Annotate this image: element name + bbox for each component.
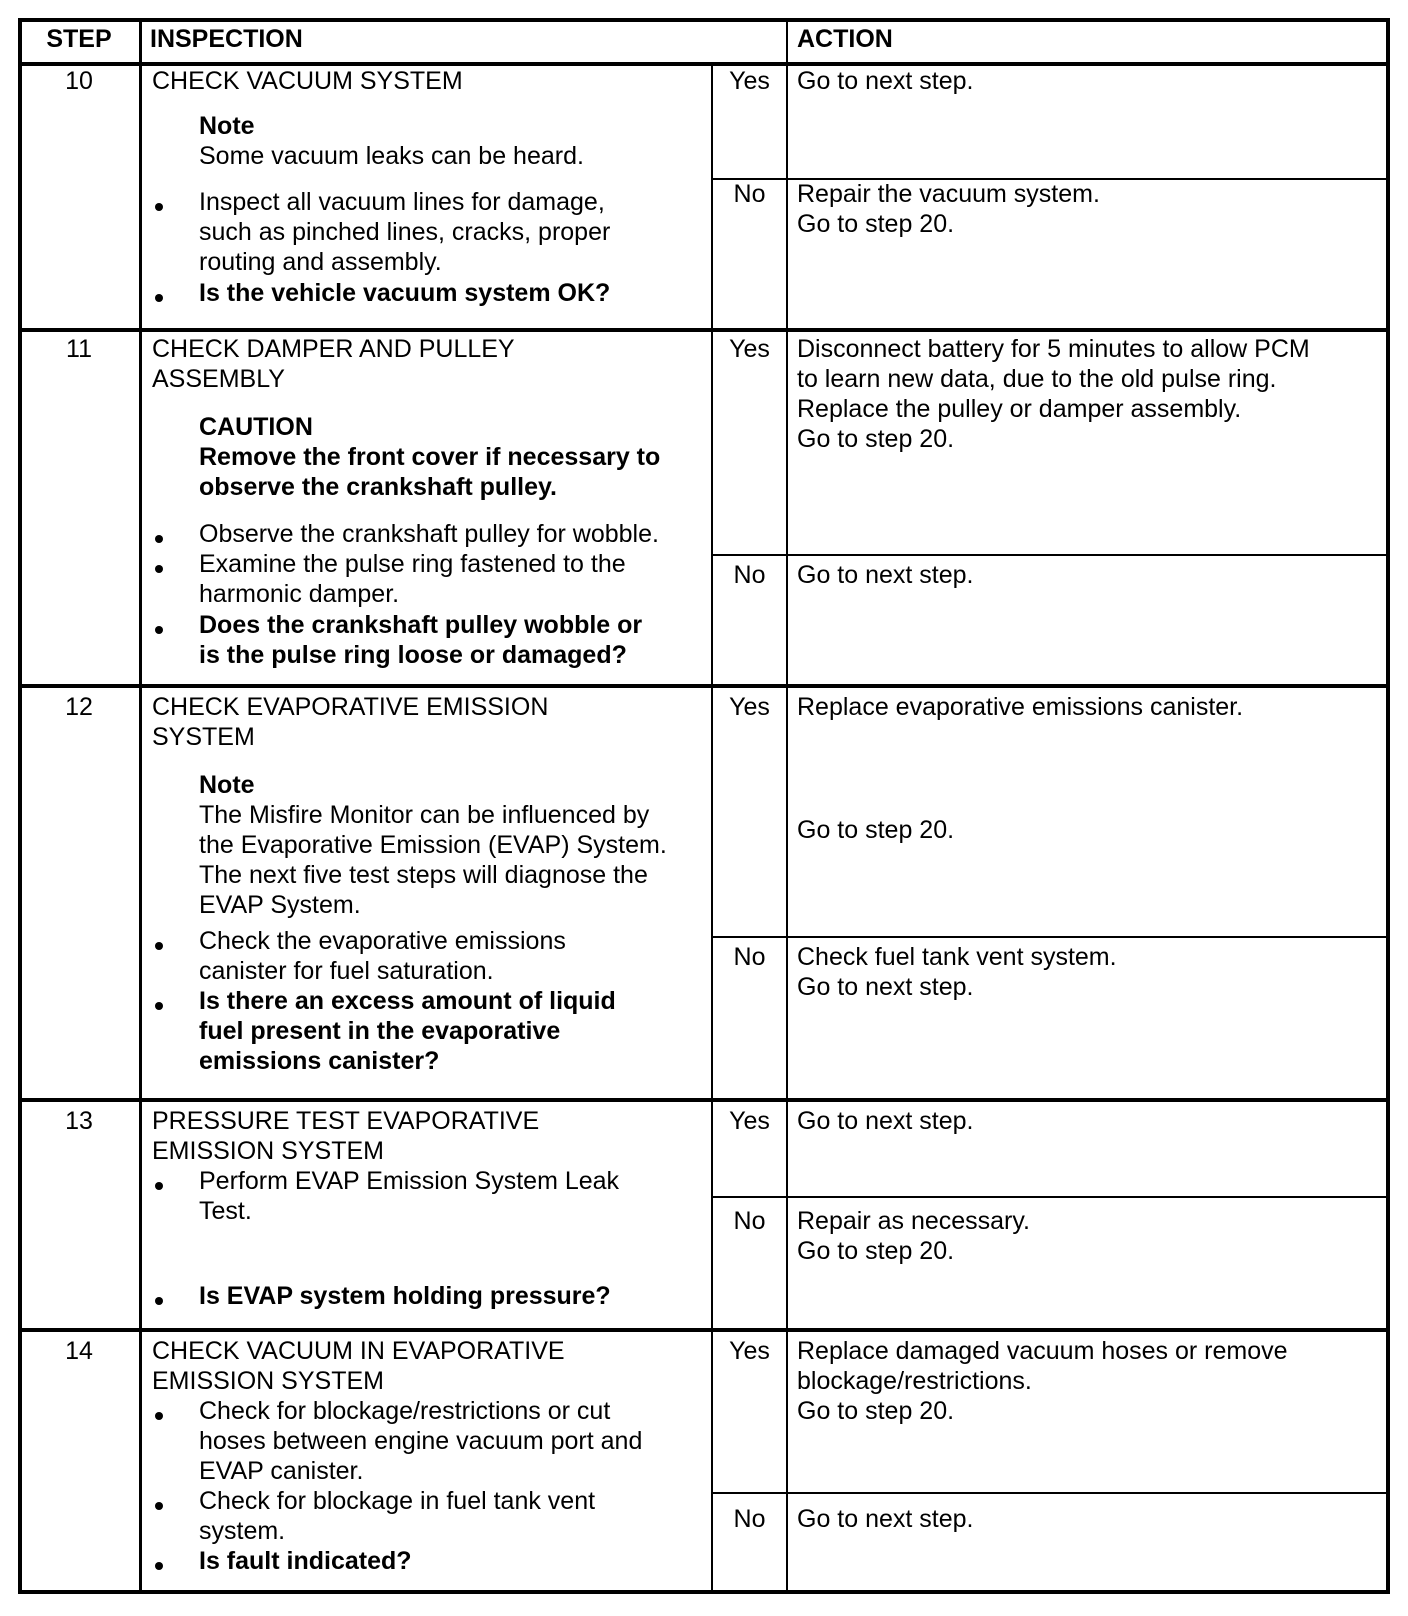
row-divider bbox=[18, 1098, 1390, 1102]
bullet-icon bbox=[155, 294, 163, 302]
note-heading: Note bbox=[199, 112, 255, 140]
bullet-icon bbox=[155, 203, 163, 211]
bullet-icon bbox=[155, 565, 163, 573]
no-action: Check fuel tank vent system. Go to next step. bbox=[797, 943, 1117, 1001]
yes-action-continued: Go to step 20. bbox=[797, 816, 955, 844]
step-number: 11 bbox=[66, 335, 92, 363]
bullet-icon bbox=[155, 1182, 163, 1190]
bullet-text: Observe the crankshaft pulley for wobble. bbox=[199, 520, 659, 548]
caution-heading: CAUTION bbox=[199, 413, 313, 441]
bullet-text: Perform EVAP Emission System Leak Test. bbox=[199, 1167, 620, 1225]
bullet-icon bbox=[155, 535, 163, 543]
bullet-text: Examine the pulse ring fastened to the harmonic damper. bbox=[199, 550, 626, 608]
bullet-question: Is fault indicated? bbox=[199, 1547, 412, 1575]
bullet-text: Check for blockage/restrictions or cut hoses between engine vacuum port and EVAP canister. bbox=[199, 1397, 643, 1485]
yes-action: Replace evaporative emissions canister. bbox=[797, 693, 1244, 721]
no-label: No bbox=[733, 561, 766, 589]
yes-no-divider bbox=[712, 1196, 1390, 1198]
bullet-text: Inspect all vacuum lines for damage, such as pinched lines, cracks, proper routing and assembly. bbox=[199, 188, 611, 276]
yes-action: Go to next step. bbox=[797, 1107, 974, 1135]
no-label: No bbox=[733, 1505, 766, 1533]
yes-action: Go to next step. bbox=[797, 67, 974, 95]
bullet-icon bbox=[155, 1562, 163, 1570]
no-action: Repair as necessary. Go to step 20. bbox=[797, 1207, 1030, 1265]
header-step: STEP bbox=[46, 25, 112, 53]
note-heading: Note bbox=[199, 771, 255, 799]
header-inspection: INSPECTION bbox=[150, 25, 303, 53]
note-text: Some vacuum leaks can be heard. bbox=[199, 142, 584, 170]
no-label: No bbox=[733, 180, 766, 208]
step-title: CHECK DAMPER AND PULLEY ASSEMBLY bbox=[152, 335, 515, 393]
yes-action: Replace damaged vacuum hoses or remove blockage/restrictions. Go to step 20. bbox=[797, 1337, 1288, 1425]
header-action: ACTION bbox=[797, 25, 893, 53]
yes-action: Disconnect battery for 5 minutes to allow PCM to learn new data, due to the old pulse ring. Replace the pulley or damper assembly. Go to step 20. bbox=[797, 335, 1310, 453]
no-action: Go to next step. bbox=[797, 561, 974, 589]
bullet-icon bbox=[155, 626, 163, 634]
no-action: Go to next step. bbox=[797, 1505, 974, 1533]
table-border-bottom bbox=[18, 1590, 1390, 1594]
bullet-text: Check the evaporative emissions canister for fuel saturation. bbox=[199, 927, 566, 985]
yes-label: Yes bbox=[729, 1107, 770, 1135]
table-border-top bbox=[18, 18, 1390, 22]
step-number: 10 bbox=[65, 67, 93, 95]
step-title: CHECK VACUUM SYSTEM bbox=[152, 67, 463, 95]
row-divider bbox=[18, 1328, 1390, 1332]
bullet-icon bbox=[155, 1412, 163, 1420]
yes-no-divider bbox=[712, 1492, 1390, 1494]
yes-label: Yes bbox=[729, 67, 770, 95]
step-number: 12 bbox=[65, 693, 93, 721]
bullet-icon bbox=[155, 1002, 163, 1010]
yes-label: Yes bbox=[729, 693, 770, 721]
bullet-text: Check for blockage in fuel tank vent system. bbox=[199, 1487, 596, 1545]
table-border-right bbox=[1386, 18, 1390, 1594]
step-title: PRESSURE TEST EVAPORATIVE EMISSION SYSTEM bbox=[152, 1107, 540, 1165]
step-number: 13 bbox=[65, 1107, 93, 1135]
yes-no-divider bbox=[712, 936, 1390, 938]
bullet-icon bbox=[155, 942, 163, 950]
note-text: The Misfire Monitor can be influenced by the Evaporative Emission (EVAP) System. The next five test steps will diagnose the EVAP System. bbox=[199, 801, 667, 919]
bullet-icon bbox=[155, 1297, 163, 1305]
step-title: CHECK VACUUM IN EVAPORATIVE EMISSION SYSTEM bbox=[152, 1337, 565, 1395]
yes-no-divider bbox=[712, 554, 1390, 556]
bullet-question: Does the crankshaft pulley wobble or is the pulse ring loose or damaged? bbox=[199, 611, 643, 669]
no-label: No bbox=[733, 943, 766, 971]
bullet-question: Is EVAP system holding pressure? bbox=[199, 1282, 611, 1310]
row-divider bbox=[18, 328, 1390, 332]
no-label: No bbox=[733, 1207, 766, 1235]
row-divider bbox=[18, 684, 1390, 688]
caution-text: Remove the front cover if necessary to observe the crankshaft pulley. bbox=[199, 443, 661, 501]
bullet-icon bbox=[155, 1502, 163, 1510]
no-action: Repair the vacuum system. Go to step 20. bbox=[797, 180, 1100, 238]
step-number: 14 bbox=[65, 1337, 93, 1365]
bullet-question: Is there an excess amount of liquid fuel present in the evaporative emissions canister? bbox=[199, 987, 616, 1075]
yes-label: Yes bbox=[729, 335, 770, 363]
step-title: CHECK EVAPORATIVE EMISSION SYSTEM bbox=[152, 693, 549, 751]
yes-label: Yes bbox=[729, 1337, 770, 1365]
bullet-question: Is the vehicle vacuum system OK? bbox=[199, 279, 611, 307]
